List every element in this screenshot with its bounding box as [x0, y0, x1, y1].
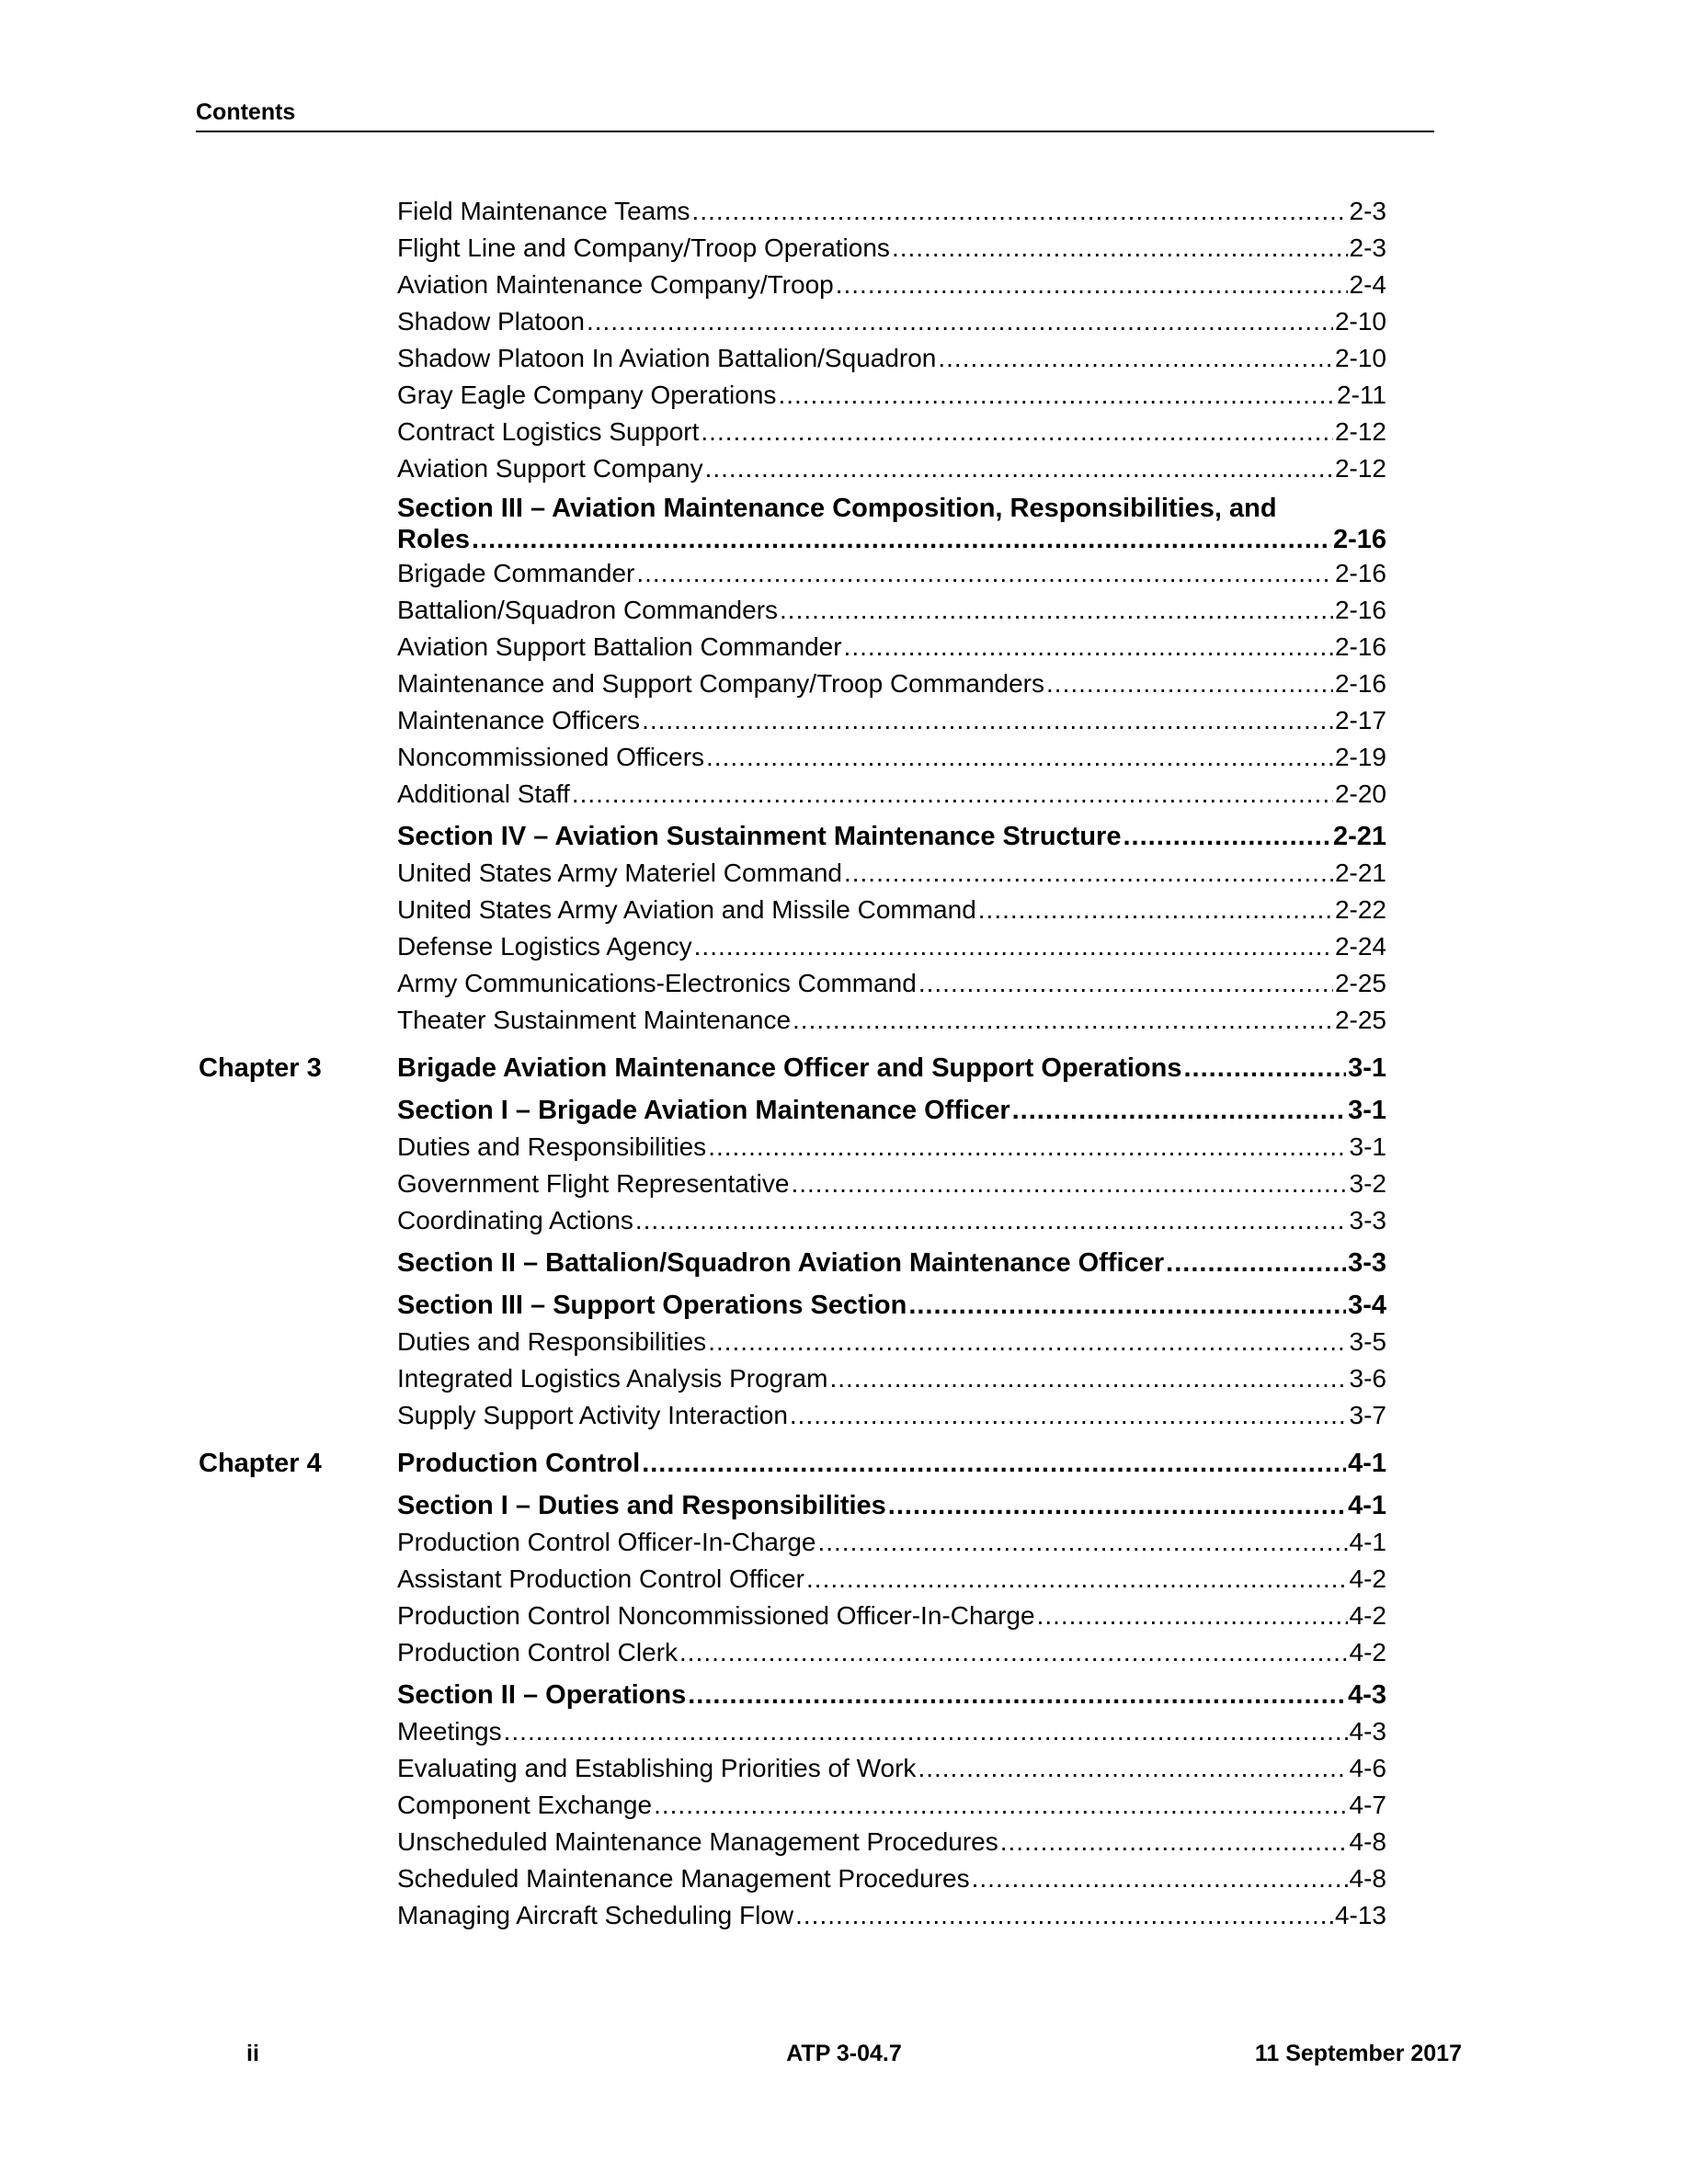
dot-leader [795, 1897, 1333, 1934]
dot-leader [1183, 1050, 1346, 1086]
toc-chapter-title-row[interactable] [397, 1445, 1386, 1482]
toc-entry-label: Supply Support Activity Interaction [397, 1401, 788, 1429]
toc-section-title: Section I – Duties and Responsibilities [397, 1491, 886, 1520]
chapter-label: Chapter 4 [199, 1449, 322, 1478]
header-title: Contents [196, 99, 296, 125]
dot-leader [1046, 665, 1333, 702]
toc-entry-label: Production Control Officer-In-Charge [397, 1528, 816, 1556]
dot-leader [844, 629, 1333, 665]
toc-entry-label: Aviation Support Battalion Commander [397, 632, 842, 661]
toc-entry-page: 2-19 [1334, 743, 1386, 771]
dot-leader [705, 450, 1333, 487]
dot-leader [706, 739, 1333, 776]
toc-entry[interactable] [397, 267, 1386, 303]
toc-section-title-line2: Roles [397, 525, 470, 554]
toc-entry[interactable] [397, 193, 1386, 230]
toc-entry-page: 4-6 [1349, 1754, 1386, 1782]
toc-section-page: 4-3 [1348, 1680, 1386, 1710]
toc-entry-label: Production Control Clerk [397, 1638, 679, 1666]
toc-chapter-title: Brigade Aviation Maintenance Officer and Support Operations [397, 1053, 1182, 1083]
toc-entry-page: 2-25 [1334, 969, 1386, 997]
toc-entry[interactable] [397, 855, 1386, 892]
dot-leader [778, 377, 1335, 414]
toc-section-heading[interactable] [397, 1092, 1386, 1129]
dot-leader [472, 524, 1331, 555]
toc-entry-label: Brigade Commander [397, 559, 635, 587]
footer-page-number: ii [246, 2041, 259, 2066]
toc-entry[interactable] [397, 1002, 1386, 1039]
toc-entry-page: 4-2 [1349, 1638, 1386, 1666]
dot-leader [790, 1397, 1348, 1434]
dot-leader [806, 1561, 1348, 1598]
toc-entry-label: Integrated Logistics Analysis Program [397, 1364, 828, 1393]
toc-entry-page: 2-16 [1334, 669, 1386, 698]
toc-chapter-title-row[interactable] [397, 1050, 1386, 1086]
toc-section-title: Section IV – Aviation Sustainment Maintenance Structure [397, 822, 1122, 851]
toc-entry-page: 2-10 [1334, 344, 1386, 372]
toc-entry-page: 4-8 [1349, 1864, 1386, 1893]
toc-entry-page: 2-3 [1349, 233, 1386, 262]
dot-leader [972, 1860, 1348, 1897]
toc-entry[interactable] [397, 1598, 1386, 1634]
toc-entry-page: 2-11 [1337, 381, 1386, 409]
toc-entry[interactable] [397, 1397, 1386, 1434]
toc-entry-page: 3-6 [1349, 1364, 1386, 1393]
toc-section-heading[interactable] [397, 1677, 1386, 1713]
toc-entry-page: 2-16 [1334, 632, 1386, 661]
dot-leader [978, 892, 1333, 928]
toc-entry-page: 2-4 [1349, 270, 1386, 299]
toc-entry-label: Component Exchange [397, 1791, 653, 1819]
dot-leader [701, 414, 1333, 450]
toc-entry[interactable] [397, 1860, 1386, 1897]
toc-entry-label: Evaluating and Establishing Priorities of Work [397, 1754, 917, 1782]
toc-entry-page: 2-3 [1349, 197, 1386, 225]
toc-entry-label: Additional Staff [397, 779, 570, 808]
toc-section-page: 2-21 [1332, 822, 1386, 851]
dot-leader [636, 555, 1333, 592]
toc-chapter-title: Production Control [397, 1449, 641, 1478]
toc-entry[interactable] [397, 230, 1386, 267]
toc-entry-label: Shadow Platoon In Aviation Battalion/Squadron [397, 344, 937, 372]
dot-leader [817, 1524, 1347, 1561]
toc-entry-label: Theater Sustainment Maintenance [397, 1006, 792, 1034]
dot-leader [1123, 818, 1330, 855]
toc-entry-page: 2-20 [1334, 779, 1386, 808]
dot-leader [587, 303, 1333, 340]
toc-entry-label: Aviation Maintenance Company/Troop [397, 270, 834, 299]
toc-entry[interactable] [397, 303, 1386, 340]
toc-entry[interactable] [397, 340, 1386, 377]
toc-entry-page: 2-22 [1334, 895, 1386, 924]
toc-entry[interactable] [397, 450, 1386, 487]
toc-section-page: 3-3 [1348, 1248, 1386, 1278]
toc-section-page: 3-1 [1348, 1096, 1386, 1125]
dot-leader [692, 193, 1348, 230]
toc-section-title: Section II – Battalion/Squadron Aviation Maintenance Officer [397, 1248, 1165, 1278]
dot-leader [1012, 1092, 1346, 1129]
toc-entry-label: Maintenance and Support Company/Troop Commanders [397, 669, 1045, 698]
dot-leader [892, 230, 1348, 267]
toc-section-page: 4-1 [1348, 1491, 1386, 1520]
toc-entry[interactable] [397, 1713, 1386, 1750]
toc-entry-page: 2-17 [1334, 706, 1386, 734]
chapter-label: Chapter 3 [199, 1053, 322, 1083]
toc-entry[interactable] [397, 592, 1386, 629]
toc-section-title: Section III – Support Operations Section [397, 1291, 907, 1320]
toc-entry-label: Battalion/Squadron Commanders [397, 596, 779, 624]
toc-entry-page: 3-7 [1349, 1401, 1386, 1429]
page-footer [0, 2041, 1688, 2077]
dot-leader [780, 592, 1333, 629]
toc-entry-label: Meetings [397, 1717, 502, 1746]
dot-leader [654, 1787, 1347, 1824]
table-of-contents [0, 193, 1688, 1934]
toc-section-heading[interactable] [397, 493, 1386, 555]
toc-entry-label: Coordinating Actions [397, 1206, 633, 1234]
toc-entry-page: 2-12 [1334, 454, 1386, 483]
footer-publication: ATP 3-04.7 [786, 2041, 902, 2066]
dot-leader [679, 1634, 1348, 1671]
toc-entry-label: Maintenance Officers [397, 706, 641, 734]
toc-entry[interactable] [397, 377, 1386, 414]
page-header [196, 97, 1434, 132]
dot-leader [938, 340, 1333, 377]
toc-entry-label: Production Control Noncommissioned Officer-In-Charge [397, 1601, 1035, 1630]
toc-entry-label: United States Army Aviation and Missile Command [397, 895, 976, 924]
toc-entry-label: Shadow Platoon [397, 307, 585, 336]
toc-entry[interactable] [397, 928, 1386, 965]
toc-entry[interactable] [397, 1561, 1386, 1598]
toc-entry-page: 4-3 [1349, 1717, 1386, 1746]
toc-entry-label: Contract Logistics Support [397, 417, 700, 446]
toc-entry-page: 4-2 [1349, 1564, 1386, 1593]
toc-entry-label: Army Communications-Electronics Command [397, 969, 917, 997]
dot-leader [918, 1750, 1347, 1787]
dot-leader [708, 1324, 1347, 1360]
toc-entry[interactable] [397, 1524, 1386, 1561]
toc-entry[interactable] [397, 629, 1386, 665]
toc-section-heading[interactable] [397, 1487, 1386, 1524]
toc-entry[interactable] [397, 739, 1386, 776]
toc-entry-label: United States Army Materiel Command [397, 859, 842, 887]
toc-entry-label: Field Maintenance Teams [397, 197, 690, 225]
toc-entry[interactable] [397, 555, 1386, 592]
toc-entry-label: Duties and Responsibilities [397, 1132, 707, 1161]
toc-entry[interactable] [397, 414, 1386, 450]
dot-leader [642, 1445, 1346, 1482]
dot-leader [1166, 1245, 1346, 1281]
toc-entry[interactable] [397, 702, 1386, 739]
toc-entry-page: 4-2 [1349, 1601, 1386, 1630]
dot-leader [918, 965, 1333, 1002]
toc-entry-label: Aviation Support Company [397, 454, 703, 483]
toc-chapter-page: 3-1 [1348, 1053, 1386, 1083]
dot-leader [642, 702, 1333, 739]
toc-entry[interactable] [397, 1634, 1386, 1671]
dot-leader [888, 1487, 1346, 1524]
toc-entry-label: Defense Logistics Agency [397, 932, 692, 961]
toc-entry-page: 4-8 [1349, 1827, 1386, 1856]
dot-leader [688, 1677, 1346, 1713]
dot-leader [635, 1202, 1348, 1239]
toc-entry[interactable] [397, 1324, 1386, 1360]
toc-entry-page: 3-2 [1349, 1169, 1386, 1198]
toc-entry-page: 2-12 [1334, 417, 1386, 446]
toc-chapter-page: 4-1 [1348, 1449, 1386, 1478]
toc-entry-page: 2-21 [1334, 859, 1386, 887]
dot-leader [791, 1166, 1347, 1202]
toc-entry-label: Duties and Responsibilities [397, 1327, 707, 1356]
toc-entry-label: Managing Aircraft Scheduling Flow [397, 1901, 794, 1929]
toc-section-page: 3-4 [1348, 1291, 1386, 1320]
toc-section-heading[interactable] [397, 818, 1386, 855]
toc-section-title: Section II – Operations [397, 1680, 687, 1710]
toc-chapter [0, 1050, 1688, 1434]
toc-entry[interactable] [397, 892, 1386, 928]
toc-entry-page: 2-16 [1334, 559, 1386, 587]
toc-entry[interactable] [397, 965, 1386, 1002]
toc-chapter [0, 1445, 1688, 1934]
dot-leader [504, 1713, 1348, 1750]
dot-leader [793, 1002, 1333, 1039]
toc-entry[interactable] [397, 1787, 1386, 1824]
dot-leader [836, 267, 1348, 303]
toc-entry[interactable] [397, 1824, 1386, 1860]
toc-entry-label: Noncommissioned Officers [397, 743, 705, 771]
toc-entry[interactable] [397, 1750, 1386, 1787]
toc-entry-page: 2-10 [1334, 307, 1386, 336]
dot-leader [908, 1287, 1346, 1324]
toc-entry-label: Assistant Production Control Officer [397, 1564, 805, 1593]
toc-entry-page: 4-13 [1334, 1901, 1386, 1929]
toc-section-title-line1: Section III – Aviation Maintenance Composition, Responsibilities, and [397, 494, 1277, 523]
toc-entry-label: Government Flight Representative [397, 1169, 790, 1198]
toc-entry[interactable] [397, 1897, 1386, 1934]
toc-section-heading[interactable] [397, 1245, 1386, 1281]
toc-entry-label: Unscheduled Maintenance Management Procedures [397, 1827, 998, 1856]
dot-leader [1037, 1598, 1348, 1634]
toc-section-page: 2-16 [1332, 525, 1386, 554]
toc-entry[interactable] [397, 1202, 1386, 1239]
toc-entry-page: 2-16 [1334, 596, 1386, 624]
dot-leader [829, 1360, 1347, 1397]
toc-entry[interactable] [397, 1166, 1386, 1202]
toc-entry-page: 3-5 [1349, 1327, 1386, 1356]
dot-leader [572, 776, 1333, 813]
toc-entry-page: 2-24 [1334, 932, 1386, 961]
toc-entry-page: 3-3 [1349, 1206, 1386, 1234]
toc-entry-label: Scheduled Maintenance Management Procedures [397, 1864, 970, 1893]
toc-entry-page: 4-7 [1349, 1791, 1386, 1819]
toc-entry-label: Flight Line and Company/Troop Operations [397, 233, 890, 262]
toc-entry-page: 2-25 [1334, 1006, 1386, 1034]
toc-section-title-line2-row [397, 524, 1386, 555]
toc-entry-page: 3-1 [1349, 1132, 1386, 1161]
toc-section-heading[interactable] [397, 1287, 1386, 1324]
toc-section-title: Section I – Brigade Aviation Maintenance Officer [397, 1096, 1010, 1125]
dot-leader [844, 855, 1333, 892]
toc-entry-page: 4-1 [1349, 1528, 1386, 1556]
toc-entry[interactable] [397, 1360, 1386, 1397]
dot-leader [708, 1129, 1347, 1166]
toc-entry[interactable] [397, 776, 1386, 813]
dot-leader [1000, 1824, 1348, 1860]
toc-entry[interactable] [397, 1129, 1386, 1166]
toc-entry-label: Gray Eagle Company Operations [397, 381, 777, 409]
dot-leader [694, 928, 1333, 965]
footer-date: 11 September 2017 [1254, 2041, 1462, 2066]
toc-entry[interactable] [397, 665, 1386, 702]
